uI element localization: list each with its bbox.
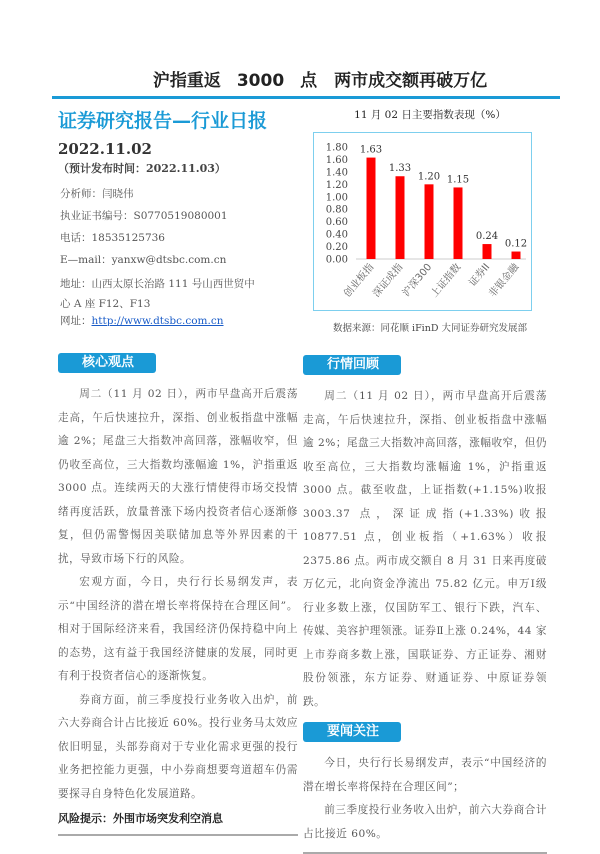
data-label: 1.63 <box>359 144 383 156</box>
data-label: 0.24 <box>475 231 499 243</box>
y-tick-label: 1.40 <box>325 167 348 179</box>
bar-chart <box>314 133 530 309</box>
y-tick-label: 0.20 <box>325 242 348 254</box>
section-badge-core: 核心观点 <box>58 353 156 373</box>
x-tick-label: 非银金融 <box>487 261 522 300</box>
core-paragraph: 周二（11 月 02 日），两市早盘高开后震荡走高，午后快速拉升，深指、创业板指盘中涨幅逾 2%；尾盘三大指数冲高回落，涨幅收窄，但仍收至高位，三大指数均涨幅逾 1%，沪指重返 3000 点。连续两天的大涨行情使得市场交投情绪再度活跃，放量普涨下场内投资者信心逐渐修复，但仍需警惕因美联储加息等外界因素的干扰，导致市场下行的风险。 <box>58 388 298 565</box>
left-column <box>58 353 298 836</box>
y-tick-label: 1.00 <box>325 192 348 204</box>
headline: 沪指重返 3000 点 两市成交额再破万亿 <box>152 71 488 91</box>
x-tick-label: 深证成指 <box>371 261 406 300</box>
phone: 电话：18535125736 <box>60 232 165 244</box>
chart-title: 11 月 02 日主要指数表现（%） <box>354 109 506 121</box>
website-label: 网址： <box>60 315 92 327</box>
bar <box>454 187 463 259</box>
bar <box>425 184 434 259</box>
x-tick-label: 证券II <box>467 261 493 289</box>
report-date: 2022.11.02 <box>58 140 152 158</box>
email: E—mail：yanxw@dtsbc.com.cn <box>60 254 227 266</box>
news-paragraph: 前三季度投行业务收入出炉，前六大券商合计占比接近 60%。 <box>303 804 547 840</box>
bar <box>483 244 492 259</box>
data-label: 1.33 <box>388 163 412 175</box>
review-paragraph: 周二（11 月 02 日），两市早盘高开后震荡走高，午后快速拉升，深指、创业板指盘中涨幅逾 2%；尾盘三大指数冲高回落，涨幅收窄，但仍收至高位，三大指数均涨幅逾 1%，沪指重返 3000 点。截至收盘，上证指数(+1.15%)收报 3003.37 点，深证成指(+1.33%)收报 10877.51 点，创业板指（+1.63%）收报 2375.86 点。两市成交额自 8 月 31 日来再度破万亿元，北向资金净流出 75.82 亿元。申万Ⅰ级行业多数上涨，仅国防军工、银行下跌，汽车、传媒、美容护理领涨。证券Ⅱ上涨 0.24%，44 家上市券商多数上涨，国联证券、方正证券、湘财股份领涨，东方证券、财通证券、中原证券领跌。 <box>303 390 547 708</box>
news-paragraph: 今日，央行行长易纲发声，表示“中国经济的潜在增长率将保持在合理区间”； <box>303 757 547 793</box>
y-tick-label: 0.80 <box>325 204 348 216</box>
website-link[interactable]: http://www.dtsbc.com.cn <box>91 315 224 327</box>
y-tick-label: 1.80 <box>325 142 348 154</box>
chart-source: 数据来源：同花顺 iFinD 大同证券研究发展部 <box>333 323 527 334</box>
section-badge-review: 行情回顾 <box>303 355 401 375</box>
news-text <box>303 752 547 846</box>
section-badge-news: 要闻关注 <box>303 722 401 742</box>
x-tick-label: 沪深300 <box>400 261 435 299</box>
divider <box>58 834 298 836</box>
bar <box>367 158 376 259</box>
core-paragraph: 宏观方面，今日，央行行长易纲发声，表示“中国经济的潜在增长率将保持在合理区间”。相对于国际经济来看，我国经济仍保持稳中向上的态势，这有益于我国经济健康的发展，同时更有利于投资者信心的逐渐恢复。 <box>58 576 298 682</box>
y-tick-label: 0.60 <box>325 217 348 229</box>
right-column <box>303 355 547 854</box>
data-label: 1.15 <box>446 174 470 186</box>
data-label: 0.12 <box>504 238 528 250</box>
bar <box>512 252 521 259</box>
y-tick-label: 1.60 <box>325 154 348 166</box>
address: 地址：山西太原长治路 111 号山西世贸中心 A 座 F12、F13 <box>60 278 255 310</box>
data-label: 1.20 <box>417 171 441 183</box>
license: 执业证书编号：S0770519080001 <box>60 210 228 222</box>
risk-warning: 风险提示：外围市场突发利空消息 <box>58 812 223 825</box>
analyst: 分析师：闫晓伟 <box>60 188 134 200</box>
report-title: 证券研究报告—行业日报 <box>58 110 268 132</box>
bar <box>396 176 405 259</box>
review-text <box>303 385 547 714</box>
core-text <box>58 383 298 806</box>
divider <box>52 96 560 99</box>
core-paragraph: 券商方面，前三季度投行业务收入出炉，前六大券商合计占比接近 60%。投行业务马太效应依旧明显，头部券商对于专业化需求更强的投行业务把控能力更强，中小券商想要弯道超车仍需要探寻自身特色化发展道路。 <box>58 693 298 800</box>
website-row <box>60 313 224 328</box>
x-tick-label: 上证指数 <box>429 261 464 300</box>
y-tick-label: 0.40 <box>325 229 348 241</box>
x-tick-label: 创业板指 <box>342 261 377 300</box>
publish-date: （预计发布时间：2022.11.03） <box>58 162 226 175</box>
y-tick-label: 0.00 <box>325 254 348 266</box>
y-tick-label: 1.20 <box>325 179 348 191</box>
chart-frame <box>313 132 532 311</box>
